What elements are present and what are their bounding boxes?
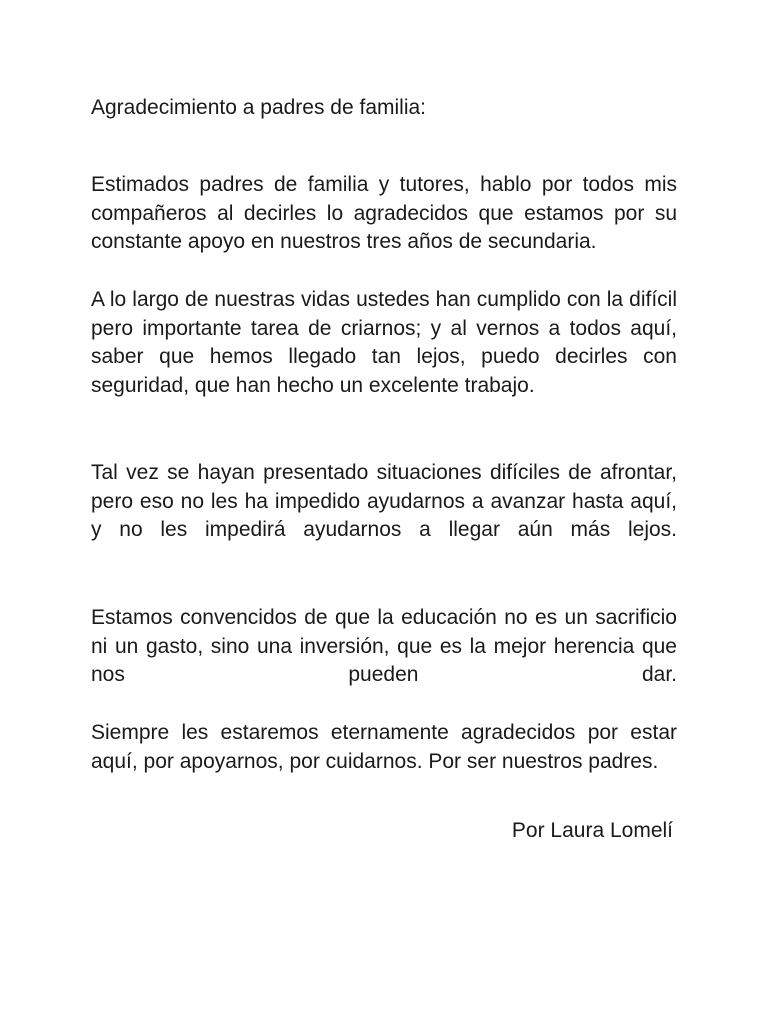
signature: Por Laura Lomelí <box>511 819 673 842</box>
paragraph-5: Siempre les estaremos eternamente agradecidos por estar aquí, por apoyarnos, por cuidarnos. Por ser nuestros padres. <box>91 721 677 773</box>
paragraph-4: Estamos convencidos de que la educación no es un sacrificio ni un gasto, sino una inversión, que es la mejor herencia que nos pueden dar. <box>91 606 677 687</box>
document-heading: Agradecimiento a padres de familia: <box>91 96 427 119</box>
paragraph-3: Tal vez se hayan presentado situaciones difíciles de afrontar, pero eso no les ha impedido ayudarnos a avanzar hasta aquí, y no les impedirá ayudarnos a llegar aún más lejos. <box>91 461 677 542</box>
paragraph-1: Estimados padres de familia y tutores, hablo por todos mis compañeros al decirles lo agradecidos que estamos por su constante apoyo en nuestros tres años de secundaria. <box>91 173 677 254</box>
paragraph-2: A lo largo de nuestras vidas ustedes han cumplido con la difícil pero importante tarea de criarnos; y al vernos a todos aquí, saber que hemos llegado tan lejos, puedo decirles con seguridad, que han hecho un excelente trabajo. <box>91 288 677 398</box>
